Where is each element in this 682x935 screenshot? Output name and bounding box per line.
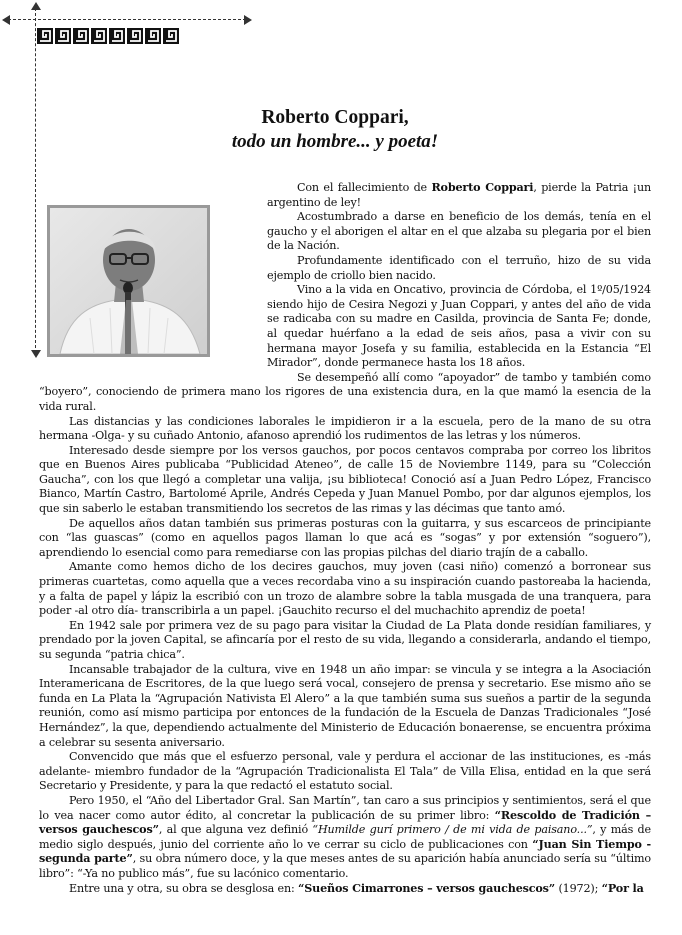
paragraph <box>39 517 651 561</box>
paragraph <box>39 444 651 517</box>
arrow-left-icon <box>2 15 10 25</box>
paragraph-text: “Sueños Cimarrones – versos gauchescos” <box>298 881 556 895</box>
paragraph-text: Roberto Coppari <box>431 181 534 194</box>
paragraph-text: , pierde la Patria ¡un argentino de ley! <box>267 181 652 209</box>
title-block <box>190 106 480 154</box>
paragraph <box>39 750 651 794</box>
arrow-up-icon <box>31 2 41 10</box>
paragraph-text: “Rescoldo de Tradición – versos gauchescos” <box>39 808 652 837</box>
paragraph-text: (1972); <box>555 881 602 895</box>
paragraph-text: Amante como hemos dicho de los decires gauchos, muy joven (casi niño) comenzó a borronear sus primeras cuartetas, como aquella que a veces recordaba vino a su inspiración cuando pastoreaba la hacienda, y a falta de papel y lápiz la escribió con un trozo de alambre sobre la tabla musgada de una tranquera, para poder -al otro día- transcribirla a un papel. ¡Gauchito recurso el del muchachito aprendiz de poeta! <box>39 560 651 618</box>
article-title: Roberto Coppari, <box>261 107 409 128</box>
paragraph <box>39 619 651 663</box>
paragraph-text: Entre una y otra, su obra se desglosa en: <box>69 881 298 895</box>
paragraph-text: , al que alguna vez definió <box>158 823 313 837</box>
paragraph-text: “Juan Sin Tiempo - segunda parte” <box>39 837 652 866</box>
paragraph <box>39 882 651 897</box>
paragraph <box>39 560 651 618</box>
paragraph-text: De aquellos años datan también sus primeras posturas con la guitarra, y sus escarceos de principiante con “las guascas” (como en aquellos pagos llaman lo que acá es “sogas” y por extensión “soguero”), aprendiendo lo esencial como para remediarse con las propias pilchas del diario trajín de a caballo. <box>39 516 651 559</box>
paragraph-text: Incansable trabajador de la cultura, vive en 1948 un año impar: se vincula y se integra a la Asociación Interamericana de Escritores, de la que luego será vocal, consejero de prensa y secretario. Ese mismo año se funda en La Plata la “Agrupación Nativista El Alero” a la que también suma sus sueños a partir de la segunda reunión, como así mismo participa por entonces de la fundación de la Escuela de Danzas Tradicionales “José Hernández”, la que, dependiendo actualmente del Ministerio de Educación bonaerense, se encuentra próxima a celebrar su sesenta aniversario. <box>39 662 651 749</box>
paragraph-text: Pero 1950, el “Año del Libertador Gral. San Martín”, tan caro a sus principios y sentimientos, será el que lo vea nacer como autor édito, al concretar la publicación de su primer libro: <box>39 793 651 822</box>
paragraph-text: Con el fallecimiento de <box>297 181 432 194</box>
greek-key-border-icon <box>37 26 183 46</box>
paragraph <box>39 663 651 751</box>
arrow-right-icon <box>244 15 252 25</box>
paragraph-text: Se desempeñó allí como “apoyador” de tambo y también como “boyero”, conociendo de primera mano los rigores de una existencia dura, en la que mamó la esencia de la vida rural. <box>39 370 651 413</box>
vertical-dashed-line <box>35 8 36 353</box>
paragraph-text: Convencido que más que el esfuerzo personal, vale y perdura el accionar de las instituciones, es -más adelante- miembro fundador de la “Agrupación Tradicionalista El Tala” de Villa Elisa, entidad en la que será Secretario y Presidente, y para la que redactó el estatuto social. <box>39 750 651 793</box>
horizontal-dashed-line <box>8 19 246 20</box>
article-body <box>39 181 651 896</box>
paragraph <box>39 371 651 415</box>
paragraph-text: En 1942 sale por primera vez de su pago para visitar la Ciudad de La Plata donde residían familiares, y prendado por la joven Capital, se afincaría por el resto de su vida, llegando a considerarla, andando el tiempo, su segunda “patria chica”. <box>39 618 651 661</box>
paragraph <box>39 794 651 882</box>
paragraph-text: “Humilde gurí primero / de mi vida de paisano...” <box>312 823 593 837</box>
article-subtitle: todo un hombre... y poeta! <box>231 131 439 152</box>
paragraph-text: Acostumbrado a darse en beneficio de los demás, tenía en el gaucho y el aborigen el altar en el que alzaba su plegaria por el bien de la Nación. <box>267 210 651 253</box>
paragraph-text: Vino a la vida en Oncativo, provincia de Córdoba, el 1º/05/1924 siendo hijo de Cesira Negozi y Juan Coppari, y antes del año de vida se radicaba con su madre en Casilda, provincia de Santa Fe; donde, al quedar huérfano a la edad de seis años, pasa a vivir con su hermana mayor Josefa y su familia, establecida en la Estancia “El Mirador”, donde permanece hasta los 18 años. <box>267 283 651 370</box>
paragraph-text: Profundamente identificado con el terruño, hizo de su vida ejemplo de criollo bien nacido. <box>267 253 651 282</box>
paragraph-text: , y más de medio siglo después, junio del corriente año lo ve cerrar su ciclo de publicaciones con <box>39 823 651 851</box>
paragraph-text: “Por la <box>601 881 644 895</box>
paragraph-text: , su obra número doce, y la que meses antes de su aparición había anunciado sería su “último libro”: “-Ya no publico más”, fue su lacónico comentario. <box>39 852 651 880</box>
photo-spacer <box>39 181 267 376</box>
paragraph-text: Interesado desde siempre por los versos gauchos, por pocos centavos compraba por correo los libritos que en Buenos Aires publicaba “Publicidad Ateneo”, de calle 15 de Noviembre 1149, para su “Colección Gaucha”, con los que llegó a completar una valija, ¡su biblioteca! Conoció así a Juan Pedro López, Francisco Bianco, Martín Castro, Bartolomé Aprile, Andrés Cepeda y Juan Manuel Pombo, por dar algunos ejemplos, los que sin saberlo le estaban transmitiendo los secretos de las rimas y las décimas que tanto amó. <box>39 443 651 516</box>
paragraph-text: Las distancias y las condiciones laborales le impidieron ir a la escuela, pero de la mano de su otra hermana -Olga- y su cuñado Antonio, afanoso aprendió los rudimentos de las letras y los números. <box>39 414 651 443</box>
paragraph <box>39 415 651 444</box>
